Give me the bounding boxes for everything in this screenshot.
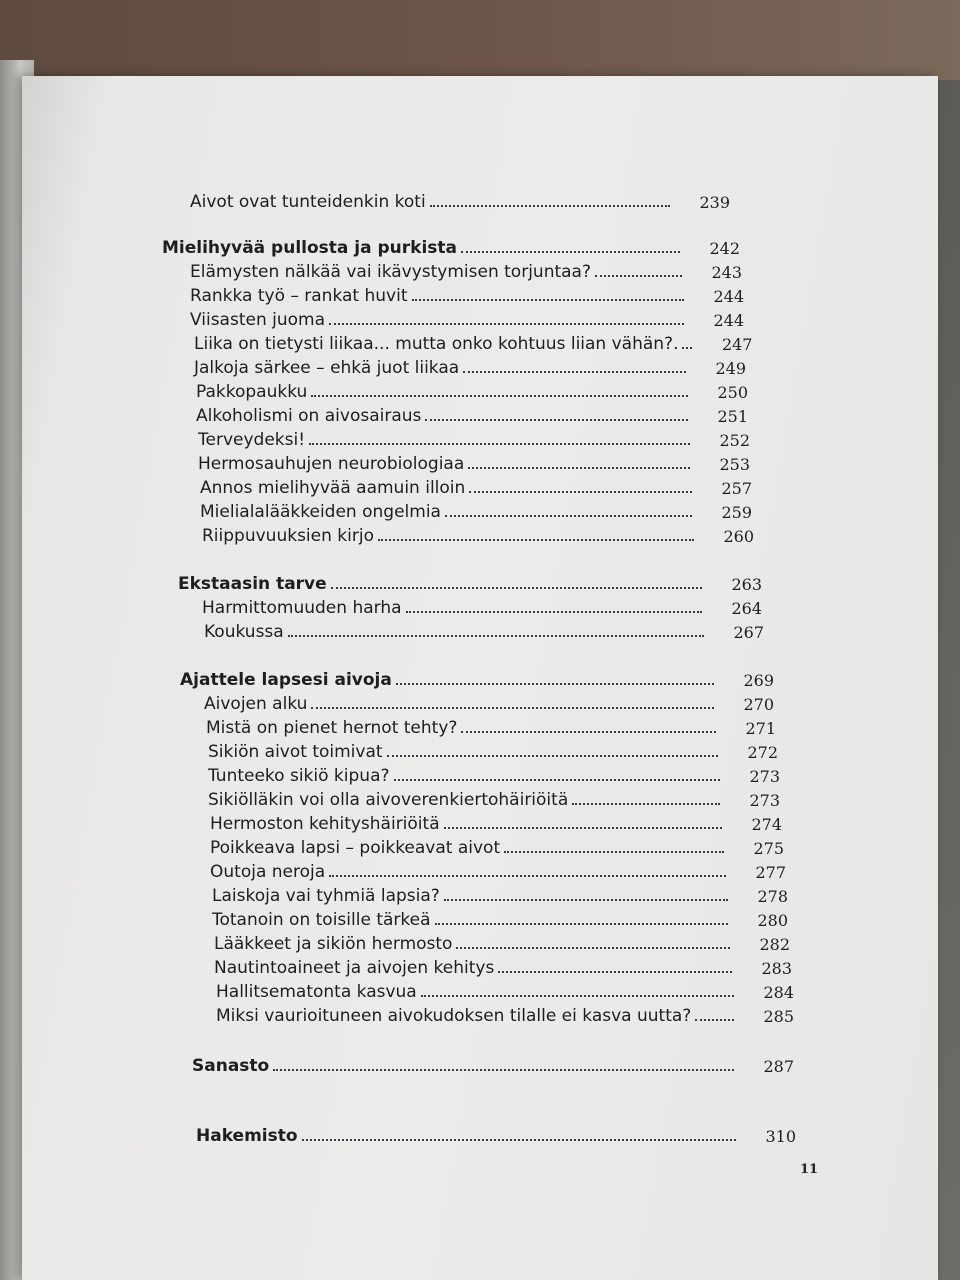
toc-entry-page: 263 bbox=[731, 575, 762, 594]
dot-leader bbox=[309, 443, 690, 445]
dot-leader bbox=[504, 851, 724, 853]
dot-leader bbox=[387, 755, 718, 757]
dot-leader bbox=[444, 827, 722, 829]
toc-entry-page: 260 bbox=[723, 527, 754, 546]
dot-leader bbox=[425, 419, 688, 421]
toc-entry bbox=[180, 670, 774, 690]
toc-entry-page: 267 bbox=[733, 623, 764, 642]
dot-leader bbox=[421, 995, 734, 997]
dot-leader bbox=[444, 899, 728, 901]
toc-entry bbox=[196, 1126, 796, 1146]
dot-leader bbox=[469, 491, 692, 493]
dot-leader bbox=[445, 515, 692, 517]
dot-leader bbox=[682, 347, 692, 349]
toc-entry bbox=[190, 310, 744, 330]
dot-leader bbox=[435, 923, 728, 925]
toc-entry bbox=[162, 238, 740, 258]
toc-entry-page: 249 bbox=[715, 359, 746, 378]
toc-entry-title: Viisasten juoma bbox=[190, 310, 326, 330]
toc-entry-page: 284 bbox=[763, 983, 794, 1002]
toc-entry bbox=[198, 430, 750, 450]
toc-entry-page: 273 bbox=[749, 767, 780, 786]
toc-entry-title: Aivojen alku bbox=[204, 694, 308, 714]
toc-entry-page: 282 bbox=[759, 935, 790, 954]
toc-entry-page: 257 bbox=[721, 479, 752, 498]
toc-entry-title: Ekstaasin tarve bbox=[178, 574, 327, 594]
toc-entry-title: Mielihyvää pullosta ja purkista bbox=[162, 238, 458, 258]
toc-entry-title: Hallitsematonta kasvua bbox=[216, 982, 417, 1002]
toc-entry bbox=[202, 526, 754, 546]
dot-leader bbox=[695, 1019, 734, 1021]
toc-entry bbox=[206, 718, 776, 738]
toc-entry-page: 239 bbox=[699, 193, 730, 212]
toc-entry bbox=[210, 814, 782, 834]
dot-leader bbox=[329, 323, 684, 325]
toc-entry bbox=[214, 958, 792, 978]
toc-entry-title: Hermoston kehityshäiriöitä bbox=[210, 814, 440, 834]
toc-entry bbox=[208, 742, 778, 762]
toc-entry-title: Sanasto bbox=[192, 1056, 270, 1076]
toc-entry-title: Mistä on pienet hernot tehty? bbox=[206, 718, 458, 738]
toc-entry bbox=[190, 192, 730, 212]
dot-leader bbox=[288, 635, 704, 637]
dot-leader bbox=[412, 299, 685, 301]
toc-entry bbox=[214, 934, 790, 954]
toc-entry-page: 271 bbox=[745, 719, 776, 738]
toc-entry-page: 243 bbox=[711, 263, 742, 282]
toc-entry-page: 277 bbox=[755, 863, 786, 882]
toc-entry bbox=[200, 502, 752, 522]
toc-entry-title: Ajattele lapsesi aivoja bbox=[180, 670, 392, 690]
toc-entry-title: Aivot ovat tunteidenkin koti bbox=[190, 192, 426, 212]
toc-entry-title: Lääkkeet ja sikiön hermosto bbox=[214, 934, 453, 954]
toc-entry bbox=[192, 1056, 794, 1076]
dot-leader bbox=[394, 779, 720, 781]
toc-entry bbox=[202, 598, 762, 618]
dot-leader bbox=[468, 467, 690, 469]
toc-entry bbox=[196, 382, 748, 402]
toc-entry bbox=[200, 478, 752, 498]
toc-entry-page: 264 bbox=[731, 599, 762, 618]
toc-entry-page: 283 bbox=[761, 959, 792, 978]
book-page bbox=[22, 76, 938, 1280]
toc-entry-page: 269 bbox=[743, 671, 774, 690]
dot-leader bbox=[498, 971, 732, 973]
dot-leader bbox=[461, 251, 680, 253]
toc-entry-title: Elämysten nälkää vai ikävystymisen torjuntaa? bbox=[190, 262, 591, 282]
toc-entry-title: Laiskoja vai tyhmiä lapsia? bbox=[212, 886, 440, 906]
toc-entry-title: Liika on tietysti liikaa... mutta onko kohtuus liian vähän?. bbox=[194, 334, 679, 354]
toc-entry bbox=[210, 838, 784, 858]
toc-entry-page: 310 bbox=[765, 1127, 796, 1146]
toc-entry-title: Harmittomuuden harha bbox=[202, 598, 402, 618]
toc-entry-title: Totanoin on toisille tärkeä bbox=[212, 910, 431, 930]
dot-leader bbox=[311, 395, 688, 397]
dot-leader bbox=[456, 947, 730, 949]
toc-entry-title: Sikiölläkin voi olla aivoverenkiertohäiriöitä bbox=[208, 790, 569, 810]
toc-entry-title: Tunteeko sikiö kipua? bbox=[208, 766, 390, 786]
background-top bbox=[0, 0, 960, 80]
toc-entry-page: 250 bbox=[717, 383, 748, 402]
toc-entry-page: 287 bbox=[763, 1057, 794, 1076]
dot-leader bbox=[396, 683, 714, 685]
toc-entry bbox=[194, 358, 746, 378]
table-of-contents bbox=[22, 76, 938, 1280]
dot-leader bbox=[311, 707, 714, 709]
toc-entry bbox=[216, 1006, 794, 1026]
toc-entry bbox=[204, 694, 774, 714]
toc-entry-page: 252 bbox=[719, 431, 750, 450]
dot-leader bbox=[273, 1069, 734, 1071]
toc-entry-page: 278 bbox=[757, 887, 788, 906]
toc-entry-title: Riippuvuuksien kirjo bbox=[202, 526, 374, 546]
toc-entry-page: 242 bbox=[709, 239, 740, 258]
page-number: 11 bbox=[800, 1162, 819, 1177]
dot-leader bbox=[463, 371, 686, 373]
toc-entry-title: Annos mielihyvää aamuin illoin bbox=[200, 478, 466, 498]
dot-leader bbox=[329, 875, 726, 877]
toc-entry bbox=[212, 910, 788, 930]
toc-entry bbox=[210, 862, 786, 882]
dot-leader bbox=[331, 587, 702, 589]
toc-entry-title: Pakkopaukku bbox=[196, 382, 308, 402]
toc-entry-title: Miksi vaurioituneen aivokudoksen tilalle ei kasva uutta? bbox=[216, 1006, 692, 1026]
toc-entry-page: 273 bbox=[749, 791, 780, 810]
toc-entry-title: Sikiön aivot toimivat bbox=[208, 742, 383, 762]
toc-entry-title: Koukussa bbox=[204, 622, 284, 642]
toc-entry bbox=[190, 286, 744, 306]
toc-entry-page: 274 bbox=[751, 815, 782, 834]
toc-entry-title: Jalkoja särkee – ehkä juot liikaa bbox=[194, 358, 460, 378]
toc-entry-page: 253 bbox=[719, 455, 750, 474]
toc-entry-title: Poikkeava lapsi – poikkeavat aivot bbox=[210, 838, 501, 858]
toc-entry-page: 251 bbox=[717, 407, 748, 426]
dot-leader bbox=[430, 205, 670, 207]
toc-entry-page: 247 bbox=[721, 335, 753, 354]
toc-entry-page: 285 bbox=[763, 1007, 794, 1026]
toc-entry bbox=[216, 982, 794, 1002]
dot-leader bbox=[378, 539, 694, 541]
toc-entry-page: 244 bbox=[713, 311, 744, 330]
dot-leader bbox=[302, 1139, 736, 1141]
toc-entry bbox=[212, 886, 788, 906]
toc-entry bbox=[208, 790, 780, 810]
toc-entry-page: 270 bbox=[743, 695, 774, 714]
toc-entry-title: Mielialalääkkeiden ongelmia bbox=[200, 502, 441, 522]
toc-entry-title: Alkoholismi on aivosairaus bbox=[196, 406, 422, 426]
toc-entry bbox=[178, 574, 762, 594]
toc-entry-title: Outoja neroja bbox=[210, 862, 326, 882]
dot-leader bbox=[406, 611, 702, 613]
toc-entry bbox=[196, 406, 748, 426]
toc-entry bbox=[208, 766, 780, 786]
dot-leader bbox=[595, 275, 682, 277]
toc-entry-title: Rankka työ – rankat huvit bbox=[190, 286, 408, 306]
toc-entry-title: Nautintoaineet ja aivojen kehitys bbox=[214, 958, 495, 978]
toc-entry bbox=[198, 454, 750, 474]
dot-leader bbox=[461, 731, 716, 733]
toc-entry-page: 275 bbox=[753, 839, 784, 858]
toc-entry-title: Hakemisto bbox=[196, 1126, 298, 1146]
toc-entry bbox=[204, 622, 764, 642]
toc-entry-page: 272 bbox=[747, 743, 778, 762]
toc-entry-page: 280 bbox=[757, 911, 788, 930]
toc-entry-title: Hermosauhujen neurobiologiaa bbox=[198, 454, 465, 474]
dot-leader bbox=[572, 803, 720, 805]
toc-entry-title: Terveydeksi! bbox=[198, 430, 306, 450]
toc-entry-page: 259 bbox=[721, 503, 752, 522]
toc-entry-page: 244 bbox=[713, 287, 744, 306]
toc-entry bbox=[190, 262, 742, 282]
toc-entry bbox=[194, 334, 753, 354]
